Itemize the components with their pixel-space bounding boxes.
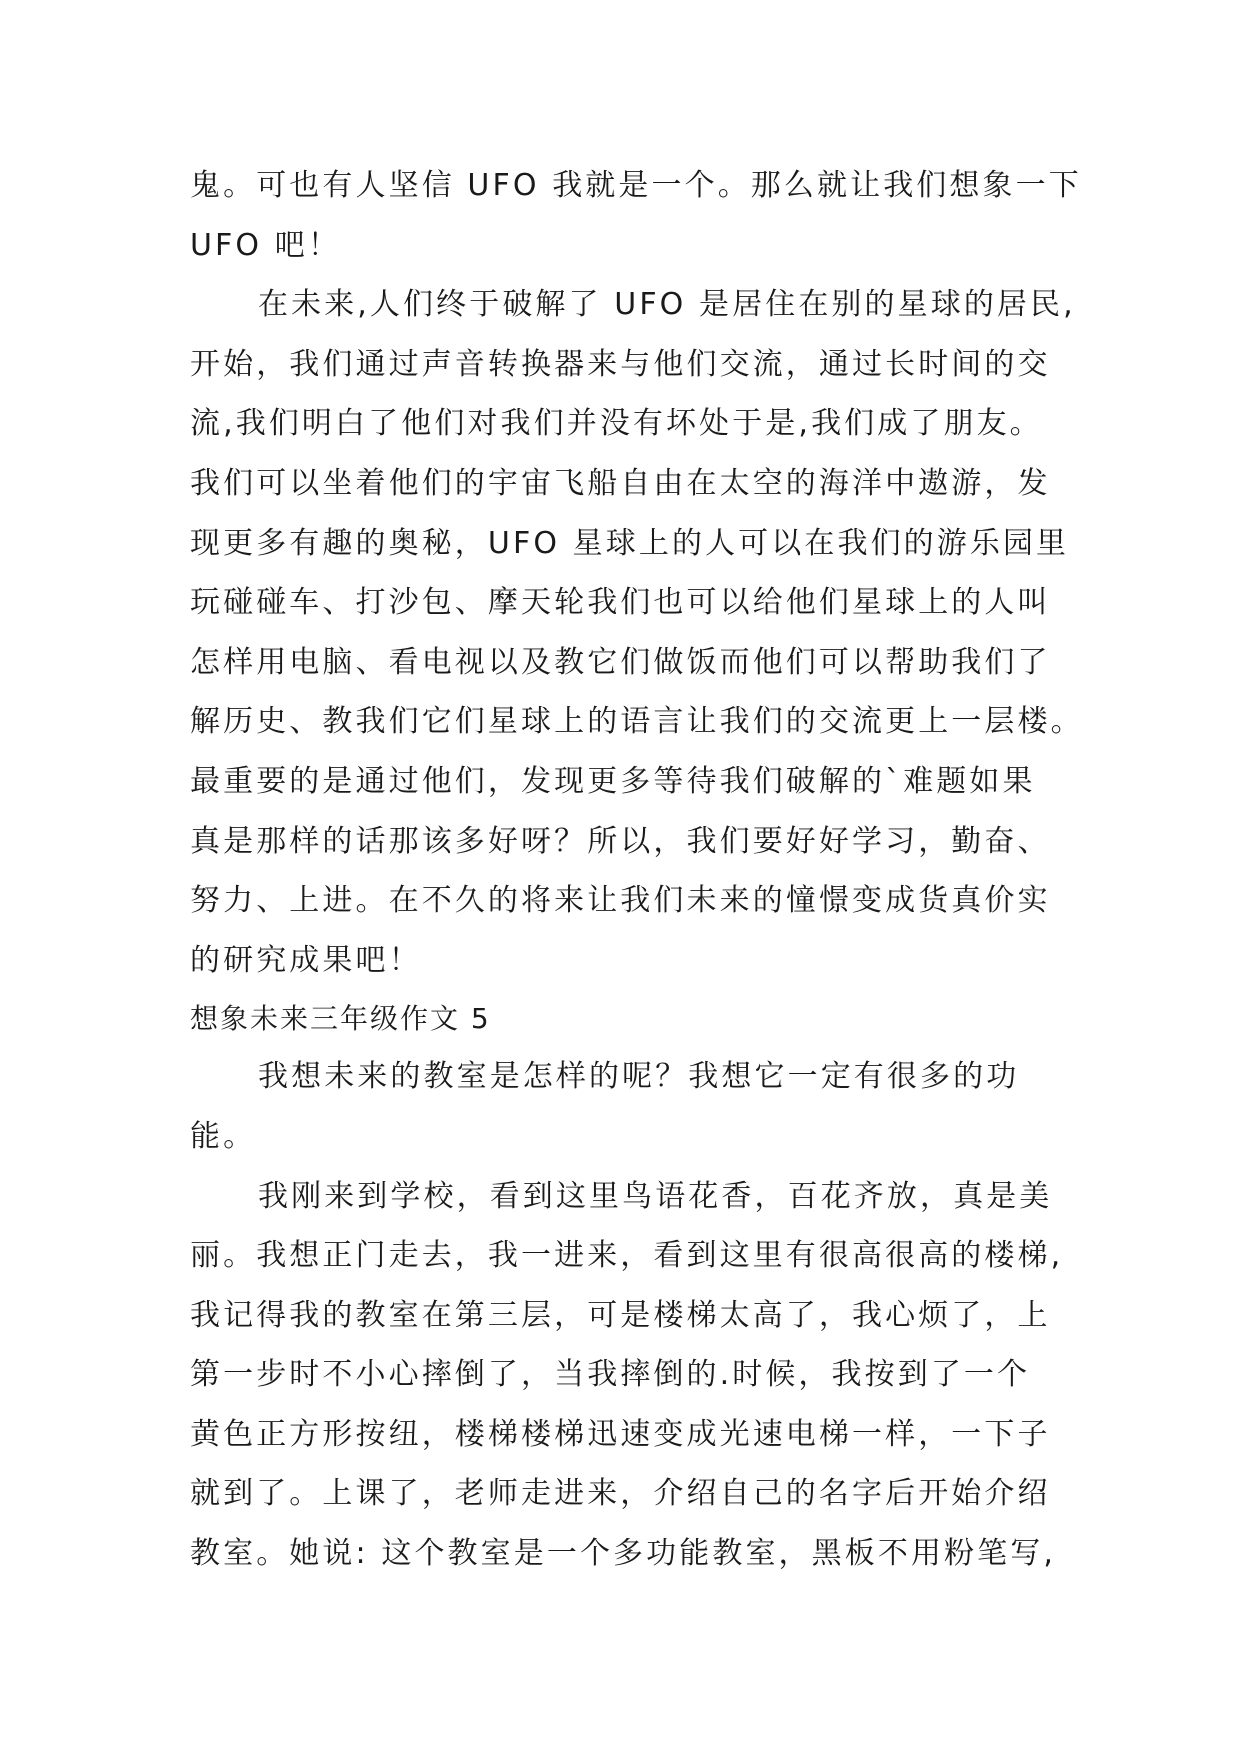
text-line: 能。 [190, 1118, 257, 1154]
text-line: 解历史、教我们它们星球上的语言让我们的交流更上一层楼。 [190, 704, 1084, 740]
text-line: 我想未来的教室是怎样的呢？我想它一定有很多的功 [258, 1059, 1020, 1095]
text-line: 在未来,人们终于破解了 UFO 是居住在别的星球的居民, [258, 287, 1076, 323]
text-line: 真是那样的话那该多好呀？所以，我们要好好学习，勤奋、 [190, 823, 1051, 859]
paragraph [190, 275, 1084, 990]
paragraph [190, 1167, 1070, 1584]
section-heading [190, 990, 1070, 1047]
paragraph [190, 1047, 1070, 1166]
text-line: 怎样用电脑、看电视以及教它们做饭而他们可以帮助我们了 [190, 644, 1051, 680]
text-line: 丽。我想正门走去，我一进来，看到这里有很高很高的楼梯, [190, 1238, 1064, 1274]
text-line: 第一步时不小心摔倒了，当我摔倒的.时候，我按到了一个 [190, 1357, 1031, 1393]
text-line: 开始，我们通过声音转换器来与他们交流，通过长时间的交 [190, 346, 1051, 382]
paragraph [190, 156, 1082, 275]
text-line: 玩碰碰车、打沙包、摩天轮我们也可以给他们星球上的人叫 [190, 585, 1051, 621]
text-line: 最重要的是通过他们，发现更多等待我们破解的`难题如果 [190, 763, 1036, 799]
text-line: 流,我们明白了他们对我们并没有坏处于是,我们成了朋友。 [190, 406, 1043, 442]
text-line: 就到了。上课了，老师走进来，介绍自己的名字后开始介绍 [190, 1476, 1051, 1512]
text-line: 现更多有趣的奥秘，UFO 星球上的人可以在我们的游乐园里 [190, 525, 1070, 561]
text-line: 努力、上进。在不久的将来让我们未来的憧憬变成货真价实 [190, 883, 1051, 919]
text-line: 我刚来到学校，看到这里鸟语花香，百花齐放，真是美 [258, 1178, 1053, 1214]
text-line: 我们可以坐着他们的宇宙飞船自由在太空的海洋中遨游，发 [190, 465, 1051, 501]
text-line: 教室。她说: 这个教室是一个多功能教室，黑板不用粉笔写, [190, 1536, 1056, 1572]
text-line: 鬼。可也有人坚信 UFO 我就是一个。那么就让我们想象一下 [190, 168, 1082, 203]
section-heading-text: 想象未来三年级作文 5 [190, 1002, 491, 1036]
article-body [190, 156, 1084, 1584]
text-line: 的研究成果吧！ [190, 942, 422, 978]
text-line: 黄色正方形按纽，楼梯楼梯迅速变成光速电梯一样，一下子 [190, 1416, 1051, 1452]
text-line: UFO 吧！ [190, 227, 341, 263]
text-line: 我记得我的教室在第三层，可是楼梯太高了，我心烦了，上 [190, 1297, 1051, 1333]
